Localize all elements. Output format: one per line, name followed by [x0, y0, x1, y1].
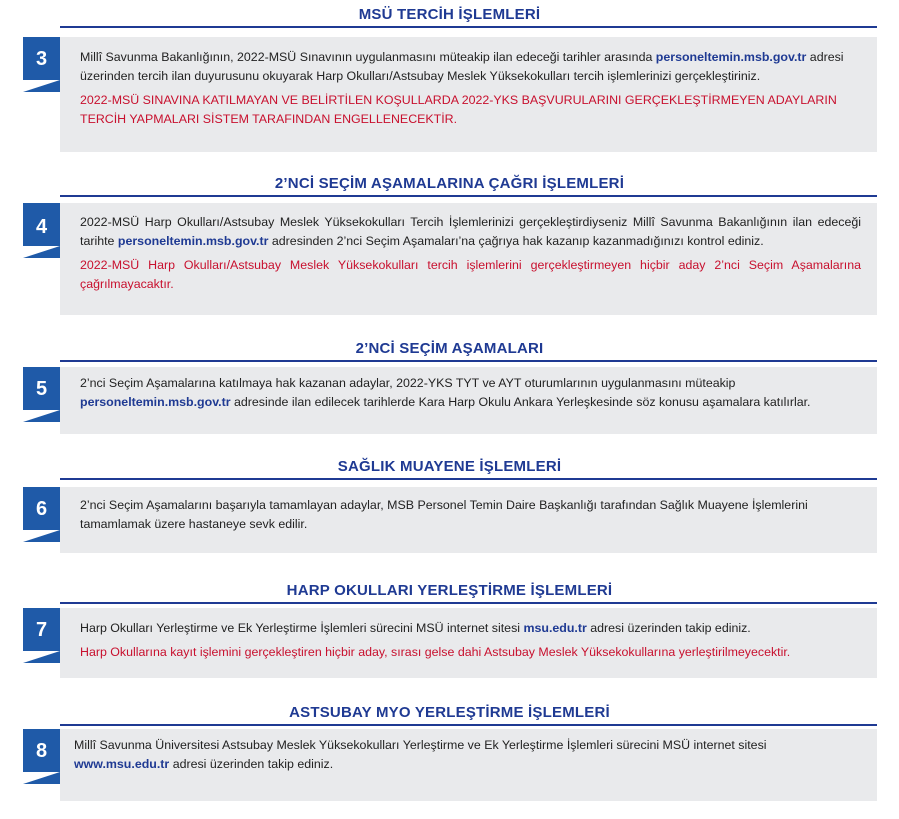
section-title: MSÜ TERCİH İŞLEMLERİ	[358, 6, 541, 23]
section-text	[80, 374, 861, 412]
body-text-after: adresi üzerinden takip ediniz.	[169, 757, 334, 771]
divider	[60, 26, 877, 28]
badge-fold	[23, 772, 60, 784]
link-msu[interactable]: msu.edu.tr	[523, 621, 587, 635]
warning-text: 2022-MSÜ Harp Okulları/Astsubay Meslek Yüksekokulları tercih işlemlerini gerçekleştirmeyen hiçbir aday 2’nci Seçim Aşamalarına çağrılmayacaktır.	[80, 258, 861, 291]
section-text	[80, 213, 861, 294]
body-text: 2022-MSÜ Harp Okulları/Astsubay Meslek Yüksekokulları Tercih İşlemlerinizi gerçekleştirdiyseniz Millî Savunma Bakanlığının ilan edeceği tarihte	[80, 215, 861, 248]
divider	[60, 724, 877, 726]
section-text	[74, 736, 861, 774]
warning-text: Harp Okullarına kayıt işlemini gerçekleştiren hiçbir aday, sırası gelse dahi Astsubay Meslek Yüksekokullarına yerleştirilmeyecektir.	[80, 645, 791, 659]
section-harp-okullari	[0, 582, 899, 678]
section-secim-asamalari	[0, 340, 899, 434]
step-number: 3	[35, 48, 48, 70]
warning-text: 2022-MSÜ SINAVINA KATILMAYAN VE BELİRTİLEN KOŞULLARDA 2022-YKS BAŞVURULARINI GERÇEKLEŞTİRMEYEN ADAYLARIN TERCİH YAPMALARI SİSTEM TARAFINDAN ENGELLENECEKTİR.	[80, 93, 837, 126]
section-title: ASTSUBAY MYO YERLEŞTİRME İŞLEMLERİ	[289, 704, 610, 721]
link-personeltemin[interactable]: personeltemin.msb.gov.tr	[655, 50, 807, 64]
badge-fold	[23, 246, 60, 258]
section-title: HARP OKULLARI YERLEŞTİRME İŞLEMLERİ	[286, 582, 613, 599]
body-text: 2’nci Seçim Aşamalarına katılmaya hak kazanan adaylar, 2022-YKS TYT ve AYT oturumlarının uygulanmasını müteakip	[80, 376, 736, 390]
divider	[60, 195, 877, 197]
divider	[60, 360, 877, 362]
section-saglik-muayene	[0, 458, 899, 553]
divider	[60, 602, 877, 604]
step-number: 7	[35, 619, 48, 641]
section-title: 2’NCİ SEÇİM AŞAMALARINA ÇAĞRI İŞLEMLERİ	[274, 175, 625, 192]
body-text: Millî Savunma Bakanlığının, 2022-MSÜ Sınavının uygulanmasını müteakip ilan edeceği tarihler arasında	[80, 50, 656, 64]
section-astsubay-myo	[0, 704, 899, 801]
step-number: 5	[35, 378, 48, 400]
body-text: 2’nci Seçim Aşamalarını başarıyla tamamlayan adaylar, MSB Personel Temin Daire Başkanlığı tarafından Sağlık Muayene İşlemlerini tamamlamak üzere hastaneye sevk edilir.	[80, 498, 808, 531]
section-title: SAĞLIK MUAYENE İŞLEMLERİ	[337, 458, 562, 475]
section-text	[80, 619, 861, 662]
badge-fold	[23, 80, 60, 92]
link-personeltemin[interactable]: personeltemin.msb.gov.tr	[117, 234, 269, 248]
step-number: 6	[35, 498, 48, 520]
body-text-after: adresinde ilan edilecek tarihlerde Kara Harp Okulu Ankara Yerleşkesinde söz konusu aşamalara katılırlar.	[230, 395, 811, 409]
step-number: 4	[35, 216, 48, 238]
step-number: 8	[35, 740, 48, 762]
link-personeltemin[interactable]: personeltemin.msb.gov.tr	[80, 395, 231, 409]
section-msu-tercih	[0, 6, 899, 152]
body-text: Millî Savunma Üniversitesi Astsubay Meslek Yüksekokulları Yerleştirme ve Ek Yerleştirme İşlemleri sürecini MSÜ internet sitesi	[74, 738, 767, 752]
badge-fold	[23, 410, 60, 422]
section-cagri-islemleri	[0, 175, 899, 315]
badge-fold	[23, 530, 60, 542]
body-text-after: adresi üzerinden tercih ilan duyurusunu okuyarak Harp Okulları/Astsubay Meslek Yüksekokulları tercih işlemlerinizi gerçekleştiriniz.	[80, 50, 844, 83]
section-text	[80, 48, 861, 129]
body-text-after: adresinden 2’nci Seçim Aşamaları’na çağrıya hak kazanıp kazanmadığınızı kontrol ediniz.	[268, 234, 764, 248]
link-msu[interactable]: www.msu.edu.tr	[74, 757, 170, 771]
section-title: 2’NCİ SEÇİM AŞAMALARI	[355, 340, 544, 357]
badge-fold	[23, 651, 60, 663]
divider	[60, 478, 877, 480]
body-text-after: adresi üzerinden takip ediniz.	[586, 621, 751, 635]
body-text: Harp Okulları Yerleştirme ve Ek Yerleştirme İşlemleri sürecini MSÜ internet sitesi	[80, 621, 524, 635]
section-text	[80, 496, 861, 534]
